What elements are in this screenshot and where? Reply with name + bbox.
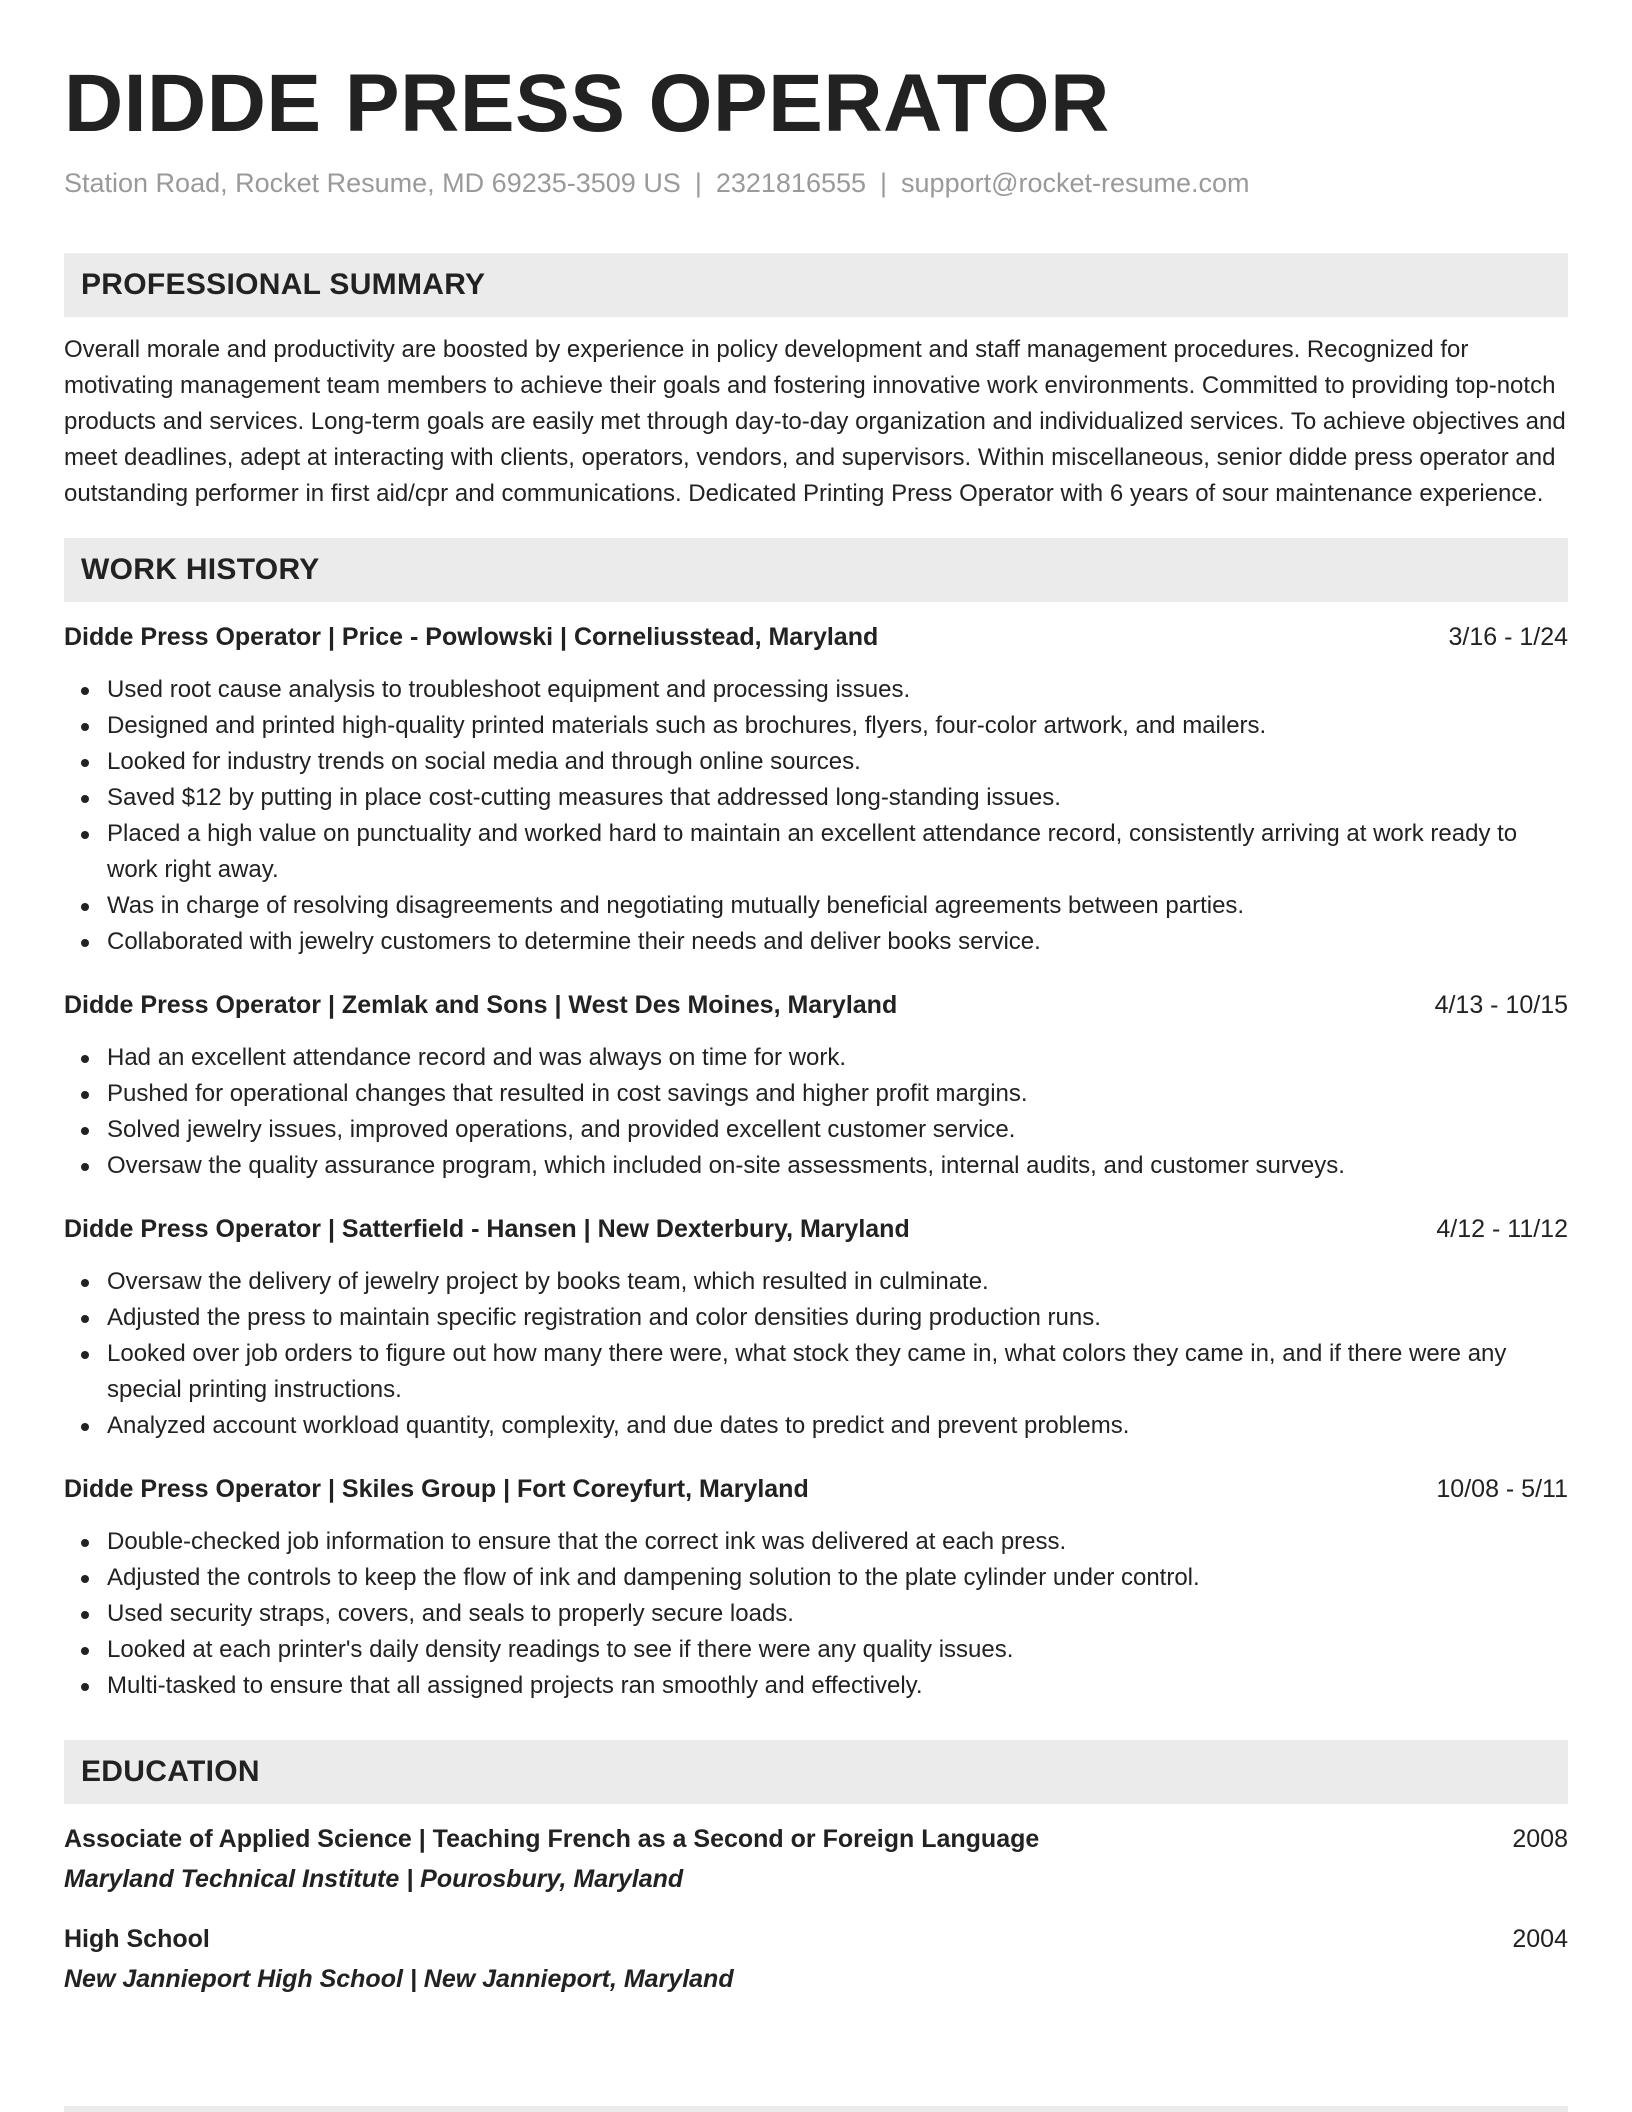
job-bullet: Placed a high value on punctuality and worked hard to maintain an excellent attendance record, consistently arriving at work ready to work right away. xyxy=(64,816,1568,888)
job-title: Didde Press Operator | Skiles Group | Fort Coreyfurt, Maryland xyxy=(64,1475,809,1503)
job-bullet: Looked for industry trends on social media and through online sources. xyxy=(64,744,1568,780)
summary-heading: PROFESSIONAL SUMMARY xyxy=(64,253,1568,317)
job-header xyxy=(64,1212,1568,1246)
job-dates: 10/08 - 5/11 xyxy=(1436,1475,1568,1503)
education-school: New Jannieport High School | New Jannieport, Maryland xyxy=(64,1965,734,1993)
job-bullet: Analyzed account workload quantity, complexity, and due dates to predict and prevent problems. xyxy=(64,1408,1568,1444)
job-bullet: Adjusted the controls to keep the flow of ink and dampening solution to the plate cylinder under control. xyxy=(64,1560,1568,1596)
job-dates: 3/16 - 1/24 xyxy=(1448,623,1568,651)
job-header xyxy=(64,988,1568,1022)
job-title: Didde Press Operator | Price - Powlowski | Corneliusstead, Maryland xyxy=(64,623,879,651)
job-header xyxy=(64,620,1568,654)
job-bullets xyxy=(64,1040,1568,1184)
job-bullet: Pushed for operational changes that resulted in cost savings and higher profit margins. xyxy=(64,1076,1568,1112)
job-bullet: Used security straps, covers, and seals to properly secure loads. xyxy=(64,1596,1568,1632)
job-bullet: Designed and printed high-quality printed materials such as brochures, flyers, four-color artwork, and mailers. xyxy=(64,708,1568,744)
education-school: Maryland Technical Institute | Pourosbury, Maryland xyxy=(64,1865,684,1893)
bottom-divider xyxy=(64,2106,1568,2112)
summary-text: Overall morale and productivity are boosted by experience in policy development and staff management procedures. Recognized for motivating management team members to achieve their goals and fostering innovative work environments. Committed to providing top-notch products and services. Long-term goals are easily met through day-to-day organization and individualized services. To achieve objectives and meet deadlines, adept at interacting with clients, operators, vendors, and supervisors. Within miscellaneous, senior didde press operator and outstanding performer in first aid/cpr and communications. Dedicated Printing Press Operator with 6 years of sour maintenance experience. xyxy=(64,336,1566,507)
education-year: 2008 xyxy=(1512,1825,1568,1853)
job-header xyxy=(64,1472,1568,1506)
job-bullet: Was in charge of resolving disagreements and negotiating mutually beneficial agreements between parties. xyxy=(64,888,1568,924)
contact-separator: | xyxy=(880,168,888,198)
job-bullet: Had an excellent attendance record and was always on time for work. xyxy=(64,1040,1568,1076)
job-bullet: Oversaw the quality assurance program, which included on-site assessments, internal audits, and customer surveys. xyxy=(64,1148,1568,1184)
job-bullets xyxy=(64,1264,1568,1444)
work-history-heading: WORK HISTORY xyxy=(64,538,1568,602)
job-title: Didde Press Operator | Zemlak and Sons | West Des Moines, Maryland xyxy=(64,991,898,1019)
education-header xyxy=(64,1922,1568,1956)
job-bullet: Double-checked job information to ensure that the correct ink was delivered at each press. xyxy=(64,1524,1568,1560)
contact-line xyxy=(64,166,1568,200)
education-header xyxy=(64,1822,1568,1856)
education-entry xyxy=(64,1822,1568,1896)
contact-phone: 2321816555 xyxy=(715,168,867,198)
job-title: Didde Press Operator | Satterfield - Hansen | New Dexterbury, Maryland xyxy=(64,1215,910,1243)
job-entry xyxy=(64,1472,1568,1704)
job-bullet: Multi-tasked to ensure that all assigned projects ran smoothly and effectively. xyxy=(64,1668,1568,1704)
education-degree: High School xyxy=(64,1925,210,1953)
job-entry xyxy=(64,988,1568,1184)
job-dates: 4/12 - 11/12 xyxy=(1436,1215,1568,1243)
job-bullet: Used root cause analysis to troubleshoot equipment and processing issues. xyxy=(64,672,1568,708)
education-degree: Associate of Applied Science | Teaching French as a Second or Foreign Language xyxy=(64,1825,1040,1853)
education-entry xyxy=(64,1922,1568,1996)
job-entry xyxy=(64,1212,1568,1444)
candidate-name: DIDDE PRESS OPERATOR xyxy=(64,58,1110,149)
job-bullet: Oversaw the delivery of jewelry project by books team, which resulted in culminate. xyxy=(64,1264,1568,1300)
job-bullet: Collaborated with jewelry customers to determine their needs and deliver books service. xyxy=(64,924,1568,960)
contact-separator: | xyxy=(694,168,702,198)
job-bullets xyxy=(64,672,1568,960)
job-bullet: Adjusted the press to maintain specific registration and color densities during production runs. xyxy=(64,1300,1568,1336)
contact-address: Station Road, Rocket Resume, MD 69235-3509 US xyxy=(64,168,681,198)
education-heading: EDUCATION xyxy=(64,1740,1568,1804)
education-year: 2004 xyxy=(1512,1925,1568,1953)
job-bullet: Solved jewelry issues, improved operations, and provided excellent customer service. xyxy=(64,1112,1568,1148)
job-bullet: Saved $12 by putting in place cost-cutting measures that addressed long-standing issues. xyxy=(64,780,1568,816)
job-bullet: Looked over job orders to figure out how many there were, what stock they came in, what colors they came in, and if there were any special printing instructions. xyxy=(64,1336,1568,1408)
job-bullets xyxy=(64,1524,1568,1704)
job-entry xyxy=(64,620,1568,960)
job-dates: 4/13 - 10/15 xyxy=(1434,991,1568,1019)
job-bullet: Looked at each printer's daily density readings to see if there were any quality issues. xyxy=(64,1632,1568,1668)
contact-email: support@rocket-resume.com xyxy=(901,168,1250,198)
